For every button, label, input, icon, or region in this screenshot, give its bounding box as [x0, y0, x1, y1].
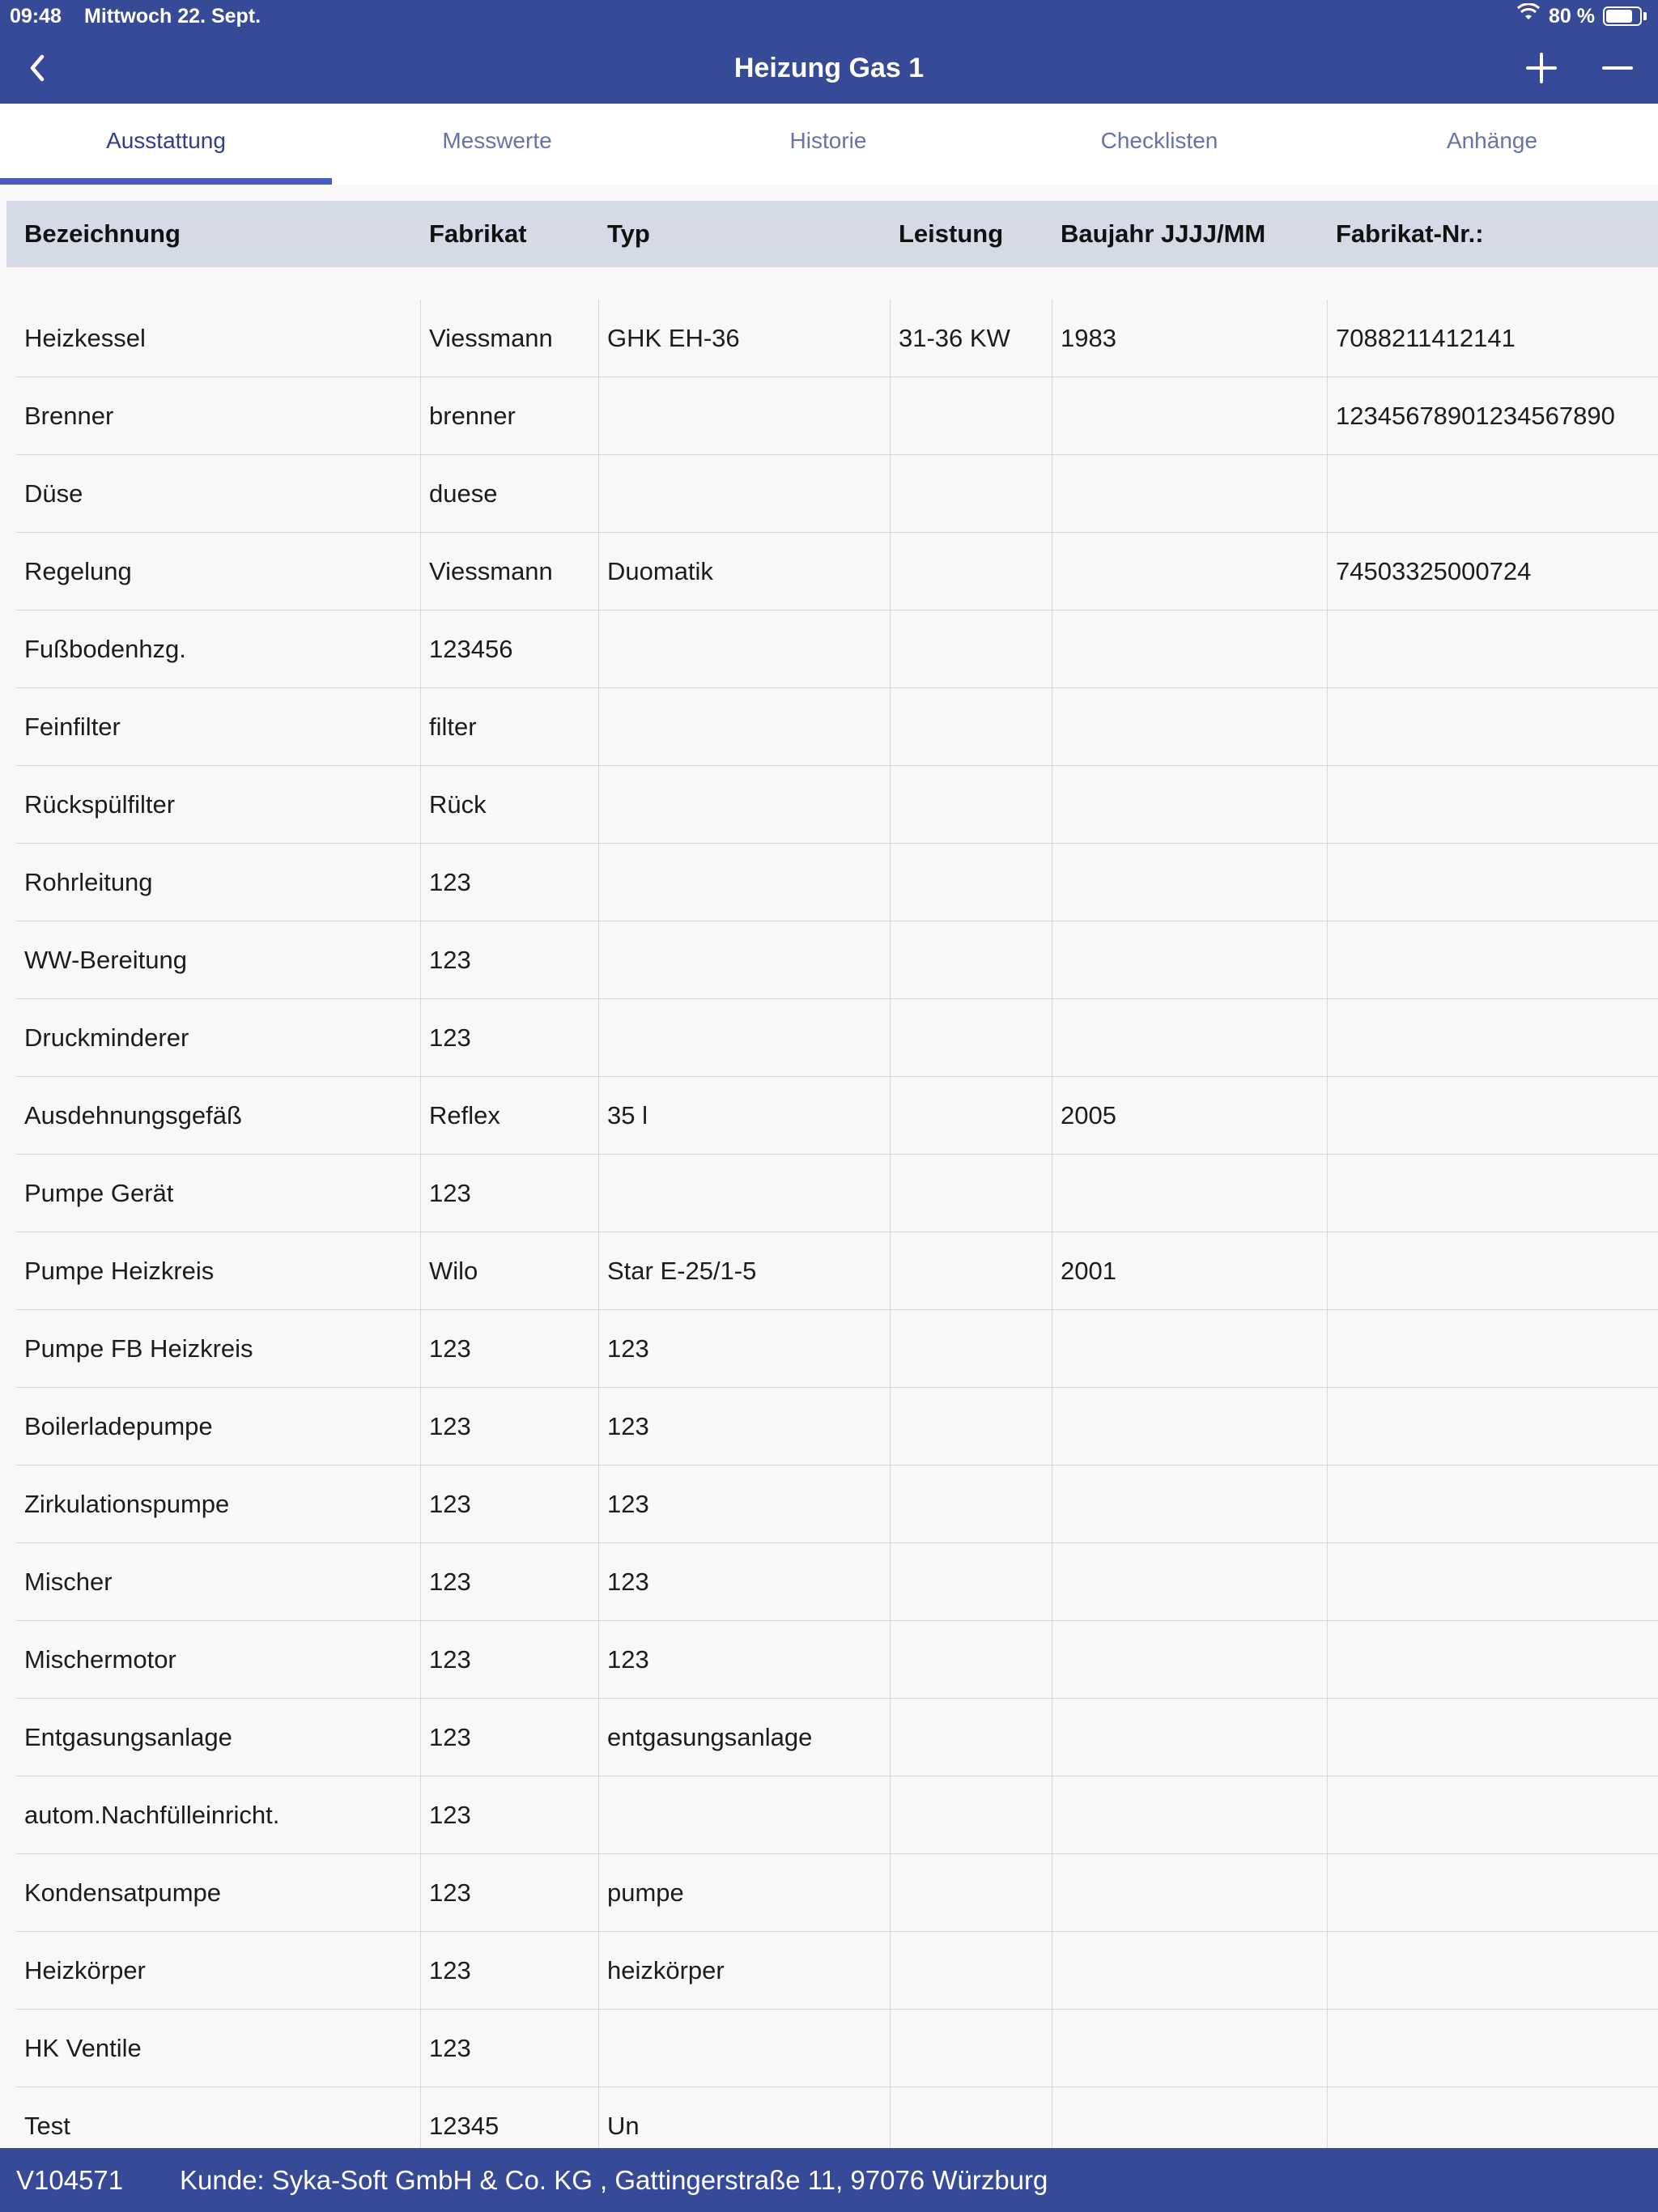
footer-bar [0, 2148, 1658, 2212]
table-row[interactable] [16, 844, 1658, 921]
cell-fabrikat[interactable]: 123456 [429, 635, 513, 663]
cell-fabrikat[interactable]: Wilo [429, 1257, 478, 1285]
cell-fabrikat[interactable]: 123 [429, 1412, 471, 1440]
cell-typ[interactable]: pumpe [607, 1878, 684, 1907]
table-row[interactable] [16, 1621, 1658, 1699]
tab-checklisten[interactable]: Checklisten [1100, 128, 1218, 153]
cell-typ[interactable]: GHK EH-36 [607, 324, 740, 352]
cell-fabrikat[interactable]: Reflex [429, 1101, 500, 1129]
table-row[interactable] [16, 2010, 1658, 2087]
cell-fabrikat-nr[interactable]: 7088211412141 [1336, 324, 1516, 352]
cell-fabrikat[interactable]: 123 [429, 1956, 471, 1984]
cell-bezeichnung[interactable]: Pumpe Heizkreis [24, 1257, 215, 1285]
cell-bezeichnung[interactable]: Heizkörper [24, 1956, 146, 1984]
cell-fabrikat[interactable]: 123 [429, 1490, 471, 1518]
table-row[interactable] [16, 1155, 1658, 1232]
navigation-bar [0, 32, 1658, 104]
table-row[interactable] [16, 1776, 1658, 1854]
table-row[interactable] [16, 688, 1658, 766]
cell-fabrikat-nr[interactable]: 74503325000724 [1336, 557, 1532, 585]
table-row[interactable] [16, 1854, 1658, 1932]
cell-baujahr[interactable]: 1983 [1061, 324, 1116, 352]
customer-info: Kunde: Syka-Soft GmbH & Co. KG , Gattingerstraße 11, 97076 Würzburg [180, 2165, 1048, 2195]
cell-bezeichnung[interactable]: Heizkessel [24, 324, 146, 352]
cell-fabrikat[interactable]: 123 [429, 1023, 471, 1052]
cell-fabrikat-nr[interactable]: 12345678901234567890 [1336, 402, 1615, 430]
cell-typ[interactable]: Duomatik [607, 557, 713, 585]
cell-bezeichnung[interactable]: Fußbodenhzg. [24, 635, 186, 663]
remove-button[interactable] [1593, 44, 1642, 92]
table-row[interactable] [16, 921, 1658, 999]
cell-leistung[interactable]: 31-36 KW [899, 324, 1010, 352]
minus-icon [1593, 44, 1642, 92]
tab-anhaenge[interactable]: Anhänge [1446, 128, 1538, 153]
cell-baujahr[interactable]: 2005 [1061, 1101, 1116, 1129]
tab-bar [0, 104, 1658, 185]
table-row[interactable] [16, 300, 1658, 377]
cell-fabrikat[interactable]: filter [429, 713, 477, 741]
cell-bezeichnung[interactable]: Kondensatpumpe [24, 1878, 222, 1907]
cell-fabrikat[interactable]: 123 [429, 1334, 471, 1363]
table-row[interactable] [16, 2087, 1658, 2148]
battery-tip [1643, 12, 1647, 20]
cell-fabrikat[interactable]: duese [429, 479, 498, 508]
cell-fabrikat[interactable]: 123 [429, 1568, 471, 1596]
status-bar [0, 0, 1658, 32]
cell-bezeichnung[interactable]: Test [24, 2112, 70, 2140]
cell-typ[interactable]: Un [607, 2112, 640, 2140]
cell-fabrikat[interactable]: 123 [429, 1878, 471, 1907]
tab-historie[interactable]: Historie [789, 128, 867, 153]
cell-bezeichnung[interactable]: autom.Nachfülleinricht. [24, 1801, 280, 1829]
cell-bezeichnung[interactable]: HK Ventile [24, 2034, 142, 2062]
cell-typ[interactable]: 123 [607, 1645, 649, 1674]
equipment-table [16, 300, 1658, 2148]
tab-messwerte[interactable]: Messwerte [442, 128, 552, 153]
wifi-icon [1516, 0, 1541, 32]
status-time: 09:48 [10, 5, 62, 28]
cell-baujahr[interactable]: 2001 [1061, 1257, 1116, 1285]
cell-fabrikat[interactable]: 123 [429, 1801, 471, 1829]
cell-bezeichnung[interactable]: Rückspülfilter [24, 790, 176, 819]
cell-fabrikat[interactable]: 123 [429, 946, 471, 974]
cell-typ[interactable]: 123 [607, 1334, 649, 1363]
plus-icon [1517, 44, 1566, 92]
table-row[interactable] [16, 610, 1658, 688]
cell-typ[interactable]: 35 l [607, 1101, 648, 1129]
column-header-typ[interactable]: Typ [607, 219, 650, 248]
table-row[interactable] [16, 1932, 1658, 2010]
table-row[interactable] [16, 999, 1658, 1077]
table-row[interactable] [16, 1699, 1658, 1776]
table-row[interactable] [16, 377, 1658, 455]
status-indicators [1516, 0, 1647, 32]
table-header [6, 201, 1658, 267]
cell-bezeichnung[interactable]: Brenner [24, 402, 114, 430]
cell-typ[interactable]: 123 [607, 1412, 649, 1440]
cell-bezeichnung[interactable]: Ausdehnungsgefäß [24, 1101, 242, 1129]
cell-bezeichnung[interactable]: Entgasungsanlage [24, 1723, 232, 1751]
cell-fabrikat[interactable]: Viessmann [429, 324, 553, 352]
cell-bezeichnung[interactable]: Pumpe FB Heizkreis [24, 1334, 253, 1363]
cell-bezeichnung[interactable]: Boilerladepumpe [24, 1412, 213, 1440]
cell-typ[interactable]: entgasungsanlage [607, 1723, 813, 1751]
cell-fabrikat[interactable]: 123 [429, 1723, 471, 1751]
cell-bezeichnung[interactable]: Mischer [24, 1568, 113, 1596]
table-row[interactable] [16, 455, 1658, 533]
page-title: Heizung Gas 1 [733, 53, 925, 83]
cell-fabrikat[interactable]: 123 [429, 868, 471, 896]
cell-bezeichnung[interactable]: Rohrleitung [24, 868, 153, 896]
cell-typ[interactable]: heizkörper [607, 1956, 725, 1984]
battery-level [1606, 10, 1632, 23]
object-id: V104571 [16, 2165, 124, 2195]
table-row[interactable] [16, 766, 1658, 844]
cell-bezeichnung[interactable]: Mischermotor [24, 1645, 176, 1674]
chevron-left-icon [15, 44, 63, 92]
cell-bezeichnung[interactable]: Pumpe Gerät [24, 1179, 174, 1207]
cell-fabrikat[interactable]: Rück [429, 790, 487, 819]
cell-fabrikat[interactable]: 123 [429, 1179, 471, 1207]
cell-fabrikat[interactable]: brenner [429, 402, 516, 430]
table-row[interactable] [16, 1232, 1658, 1310]
cell-typ[interactable]: Star E-25/1-5 [607, 1257, 757, 1285]
status-date: Mittwoch 22. Sept. [84, 5, 261, 28]
column-header-fabrikat-nr[interactable]: Fabrikat-Nr.: [1336, 219, 1484, 248]
battery-icon [1603, 6, 1642, 26]
active-tab-indicator [0, 178, 332, 185]
table-row[interactable] [16, 1388, 1658, 1465]
add-button[interactable] [1517, 44, 1566, 92]
cell-fabrikat[interactable]: Viessmann [429, 557, 553, 585]
cell-typ[interactable]: 123 [607, 1490, 649, 1518]
cell-fabrikat[interactable]: 123 [429, 2034, 471, 2062]
table-row[interactable] [16, 1465, 1658, 1543]
cell-fabrikat[interactable]: 12345 [429, 2112, 500, 2140]
tab-ausstattung[interactable]: Ausstattung [106, 128, 226, 153]
column-header-fabrikat[interactable]: Fabrikat [429, 219, 527, 248]
cell-bezeichnung[interactable]: Feinfilter [24, 713, 121, 741]
cell-bezeichnung[interactable]: Zirkulationspumpe [24, 1490, 230, 1518]
cell-typ[interactable]: 123 [607, 1568, 649, 1596]
column-header-bezeichnung[interactable]: Bezeichnung [24, 219, 181, 248]
cell-bezeichnung[interactable]: Düse [24, 479, 83, 508]
table-row[interactable] [16, 1543, 1658, 1621]
table-row[interactable] [16, 533, 1658, 610]
cell-bezeichnung[interactable]: WW-Bereitung [24, 946, 187, 974]
back-button[interactable] [15, 44, 63, 92]
battery-percentage: 80 % [1549, 5, 1595, 28]
cell-bezeichnung[interactable]: Regelung [24, 557, 132, 585]
table-row[interactable] [16, 1077, 1658, 1155]
column-header-leistung[interactable]: Leistung [899, 219, 1004, 248]
table-row[interactable] [16, 1310, 1658, 1388]
cell-bezeichnung[interactable]: Druckminderer [24, 1023, 189, 1052]
column-header-baujahr[interactable]: Baujahr JJJJ/MM [1061, 219, 1266, 248]
cell-fabrikat[interactable]: 123 [429, 1645, 471, 1674]
